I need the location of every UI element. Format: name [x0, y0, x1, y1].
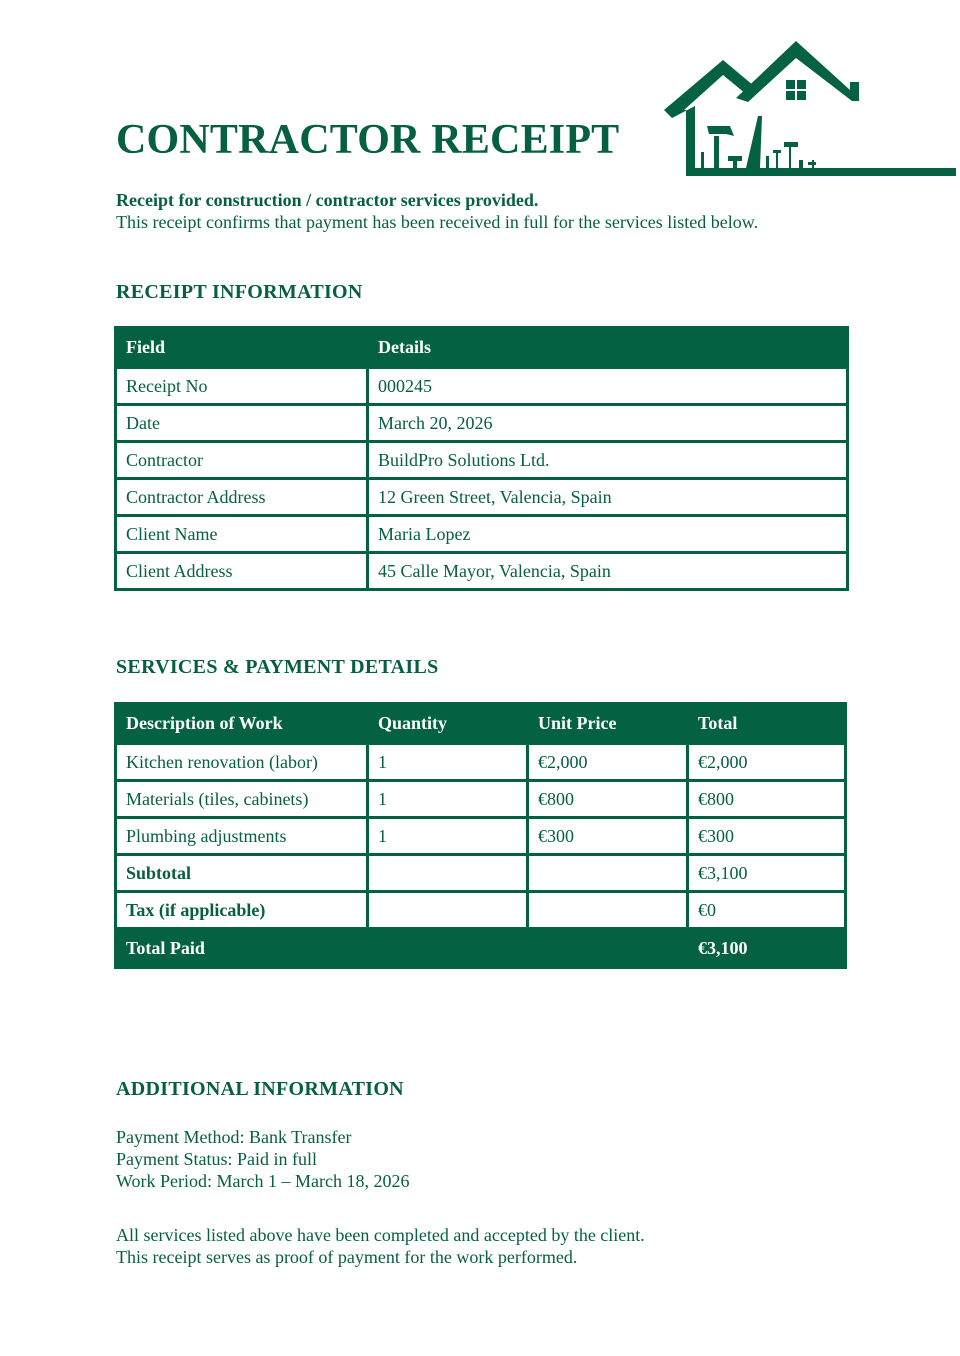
intro-subtitle: This receipt confirms that payment has been received in full for the services listed below. [116, 212, 759, 232]
empty-cell [528, 892, 688, 929]
total-cell: €800 [688, 781, 846, 818]
date-value: March 20, 2026 [368, 405, 848, 442]
field-label: Client Address [116, 553, 368, 590]
subtotal-label: Subtotal [116, 855, 368, 892]
tax-row [116, 892, 846, 929]
tax-label: Tax (if applicable) [116, 892, 368, 929]
document-title: CONTRACTOR RECEIPT [116, 117, 620, 163]
table-row [116, 368, 848, 405]
additional-info-heading: ADDITIONAL INFORMATION [116, 1078, 404, 1100]
proof-note: This receipt serves as proof of payment for the work performed. [116, 1247, 578, 1267]
table-header-row [116, 704, 846, 744]
receipt-info-heading: RECEIPT INFORMATION [116, 281, 363, 303]
quantity-cell: 1 [368, 781, 528, 818]
description-cell: Plumbing adjustments [116, 818, 368, 855]
total-paid-row [116, 929, 846, 968]
empty-cell [528, 855, 688, 892]
description-cell: Kitchen renovation (labor) [116, 744, 368, 781]
total-cell: €2,000 [688, 744, 846, 781]
field-label: Contractor Address [116, 479, 368, 516]
column-header-field: Field [116, 328, 368, 368]
unit-price-cell: €800 [528, 781, 688, 818]
house-with-tools-icon [662, 38, 958, 180]
table-header-row [116, 328, 848, 368]
contractor-address-value: 12 Green Street, Valencia, Spain [368, 479, 848, 516]
work-period: Work Period: March 1 – March 18, 2026 [116, 1171, 410, 1191]
column-header-details: Details [368, 328, 848, 368]
table-row [116, 818, 846, 855]
intro-subtitle-bold: Receipt for construction / contractor services provided. [116, 190, 539, 210]
table-row [116, 442, 848, 479]
column-header-description: Description of Work [116, 704, 368, 744]
table-row [116, 744, 846, 781]
unit-price-cell: €300 [528, 818, 688, 855]
total-paid-label: Total Paid [116, 929, 688, 968]
total-cell: €300 [688, 818, 846, 855]
table-row [116, 781, 846, 818]
table-row [116, 479, 848, 516]
receipt-info-table [114, 326, 849, 591]
spacer [116, 1192, 645, 1224]
services-table [114, 702, 847, 969]
subtotal-value: €3,100 [688, 855, 846, 892]
intro-block [116, 189, 758, 233]
table-row [116, 516, 848, 553]
column-header-quantity: Quantity [368, 704, 528, 744]
quantity-cell: 1 [368, 818, 528, 855]
contractor-value: BuildPro Solutions Ltd. [368, 442, 848, 479]
field-label: Client Name [116, 516, 368, 553]
empty-cell [368, 892, 528, 929]
receipt-number-value: 000245 [368, 368, 848, 405]
description-cell: Materials (tiles, cabinets) [116, 781, 368, 818]
total-paid-value: €3,100 [688, 929, 846, 968]
empty-cell [368, 855, 528, 892]
column-header-unit-price: Unit Price [528, 704, 688, 744]
subtotal-row [116, 855, 846, 892]
table-row [116, 553, 848, 590]
additional-info-block [116, 1126, 645, 1268]
quantity-cell: 1 [368, 744, 528, 781]
tax-value: €0 [688, 892, 846, 929]
client-address-value: 45 Calle Mayor, Valencia, Spain [368, 553, 848, 590]
field-label: Date [116, 405, 368, 442]
payment-status: Payment Status: Paid in full [116, 1149, 317, 1169]
unit-price-cell: €2,000 [528, 744, 688, 781]
completion-note: All services listed above have been completed and accepted by the client. [116, 1225, 645, 1245]
field-label: Contractor [116, 442, 368, 479]
field-label: Receipt No [116, 368, 368, 405]
payment-method: Payment Method: Bank Transfer [116, 1127, 352, 1147]
services-heading: SERVICES & PAYMENT DETAILS [116, 656, 439, 678]
column-header-total: Total [688, 704, 846, 744]
table-row [116, 405, 848, 442]
client-name-value: Maria Lopez [368, 516, 848, 553]
